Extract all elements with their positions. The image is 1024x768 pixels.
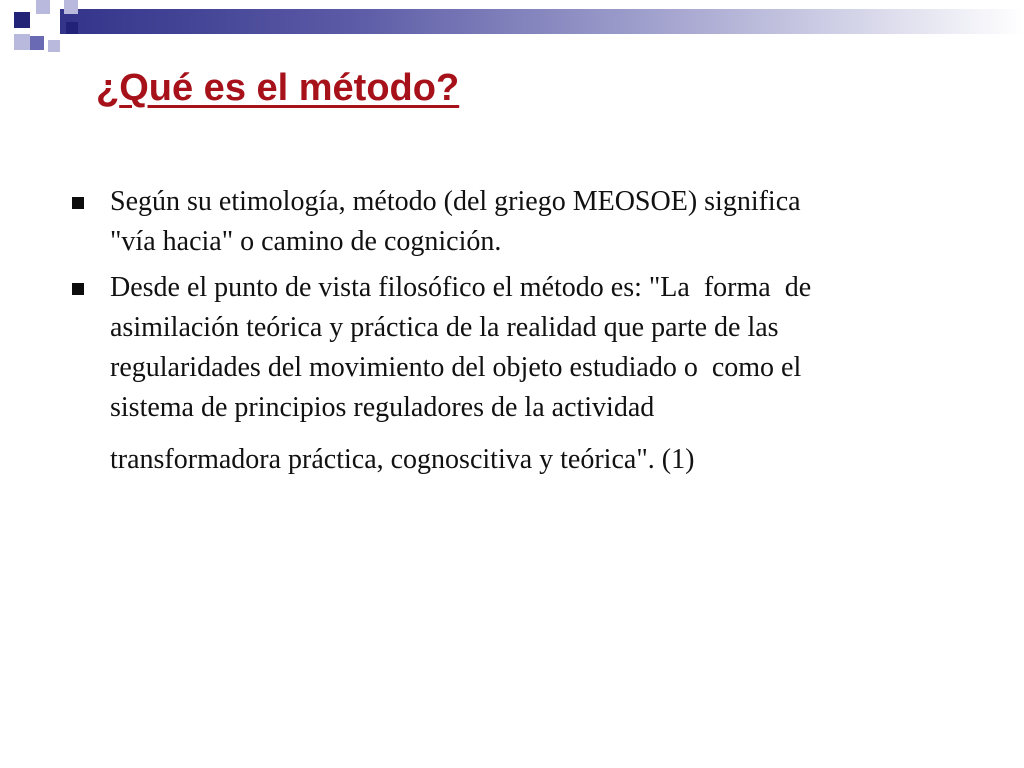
bullet-line: asimilación teórica y práctica de la realidad que parte de las	[110, 312, 779, 343]
title-prefix: ¿	[96, 67, 120, 109]
decor-square	[36, 0, 50, 14]
decor-square	[64, 0, 78, 14]
bullet-line: regularidades del movimiento del objeto estudiado o como el	[110, 352, 802, 383]
decor-square	[30, 36, 44, 50]
bullet-line: Desde el punto de vista filosófico el método es: "La forma de	[110, 272, 812, 303]
decor-square	[14, 34, 30, 50]
bullet-line: sistema de principios reguladores de la actividad	[110, 392, 655, 423]
square-bullet-icon	[72, 283, 84, 295]
bullet-list	[72, 182, 992, 480]
title-text: Qué es el método?	[119, 67, 460, 109]
slide-title	[96, 64, 459, 112]
bullet-line: "vía hacia" o camino de cognición.	[110, 226, 502, 257]
square-bullet-icon	[72, 197, 84, 209]
bullet-line: Según su etimología, método (del griego MEOSOE) significa	[110, 186, 801, 217]
decor-square	[14, 12, 30, 28]
bullet-item	[72, 182, 992, 262]
decor-square	[38, 18, 52, 32]
bullet-line: transformadora práctica, cognoscitiva y teórica". (1)	[110, 444, 695, 475]
decor-square	[48, 40, 60, 52]
bullet-item	[72, 268, 992, 480]
decor-square	[66, 22, 78, 34]
header-gradient-band	[60, 9, 1024, 34]
